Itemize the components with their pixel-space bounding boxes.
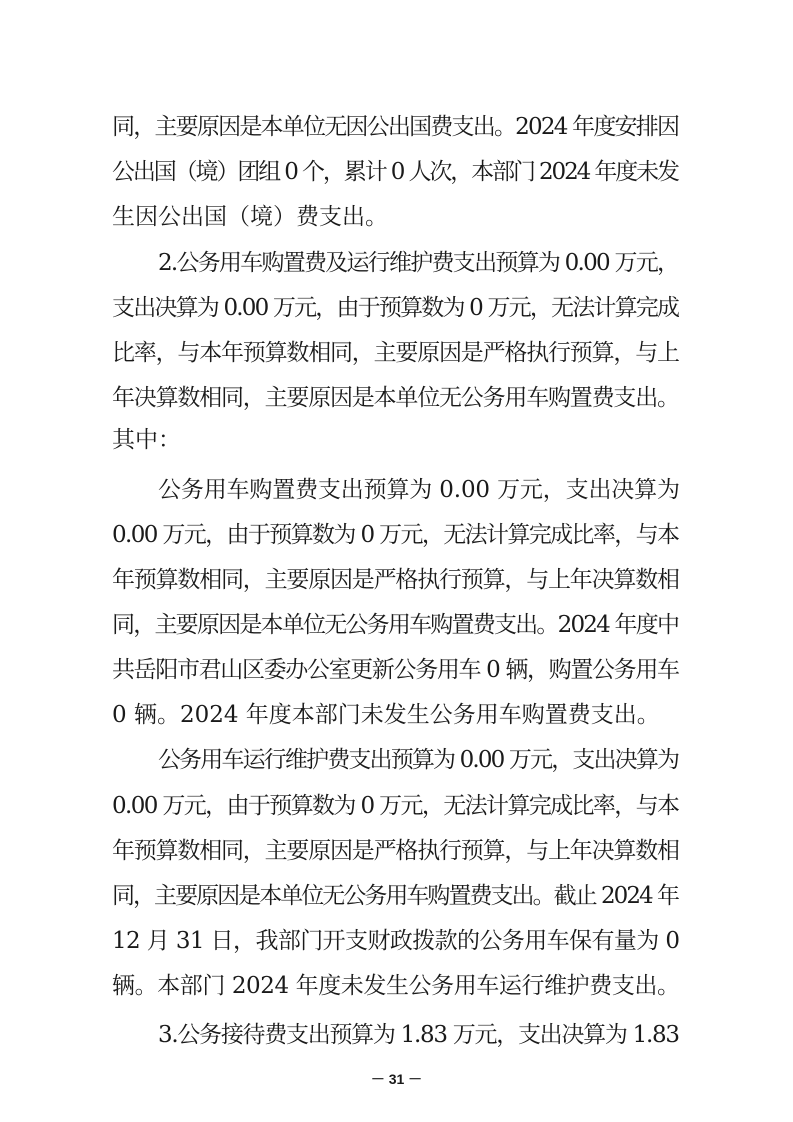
text-line: 年预算数相同，主要原因是严格执行预算，与上年决算数相 [112,838,679,864]
text-line: 其中： [112,427,181,453]
text-line: 同，主要原因是本单位无公务用车购置费支出。截止 2024 年 [112,883,679,909]
text-line: 公出国（境）团组 0 个，累计 0 人次，本部门 2024 年度未发 [112,159,678,185]
text-line: 年预算数相同，主要原因是严格执行预算，与上年决算数相 [112,567,679,593]
page-number: － 31 － [370,1071,423,1087]
text-line: 2.公务用车购置费及运行维护费支出预算为 0.00 万元， [158,250,679,276]
text-line: 共岳阳市君山区委办公室更新公务用车 0 辆，购置公务用车 [112,657,679,683]
text-line: 3.公务接待费支出预算为 1.83 万元，支出决算为 1.83 [158,1022,679,1048]
text-line: 同，主要原因是本单位无公务用车购置费支出。2024 年度中 [112,612,679,638]
text-line: 公务用车购置费支出预算为 0.00 万元，支出决算为 [158,477,680,503]
text-line: 同，主要原因是本单位无因公出国费支出。2024 年度安排因 [112,114,679,140]
text-line: 支出决算为 0.00 万元，由于预算数为 0 万元，无法计算完成 [112,295,679,321]
text-line: 生因公出国（境）费支出。 [112,204,388,230]
text-line: 年决算数相同，主要原因是本单位无公务用车购置费支出。 [112,385,679,411]
text-line: 公务用车运行维护费支出预算为 0.00 万元，支出决算为 [158,747,679,773]
text-line: 辆。本部门 2024 年度未发生公务用车运行维护费支出。 [112,973,680,999]
text-line: 12 月 31 日，我部门开支财政拨款的公务用车保有量为 0 [112,928,680,954]
text-line: 0 辆。2024 年度本部门未发生公务用车购置费支出。 [112,702,660,728]
text-line: 比率，与本年预算数相同，主要原因是严格执行预算，与上 [112,340,679,366]
text-line: 0.00 万元，由于预算数为 0 万元，无法计算完成比率，与本 [112,793,679,819]
text-line: 0.00 万元，由于预算数为 0 万元，无法计算完成比率，与本 [112,522,679,548]
